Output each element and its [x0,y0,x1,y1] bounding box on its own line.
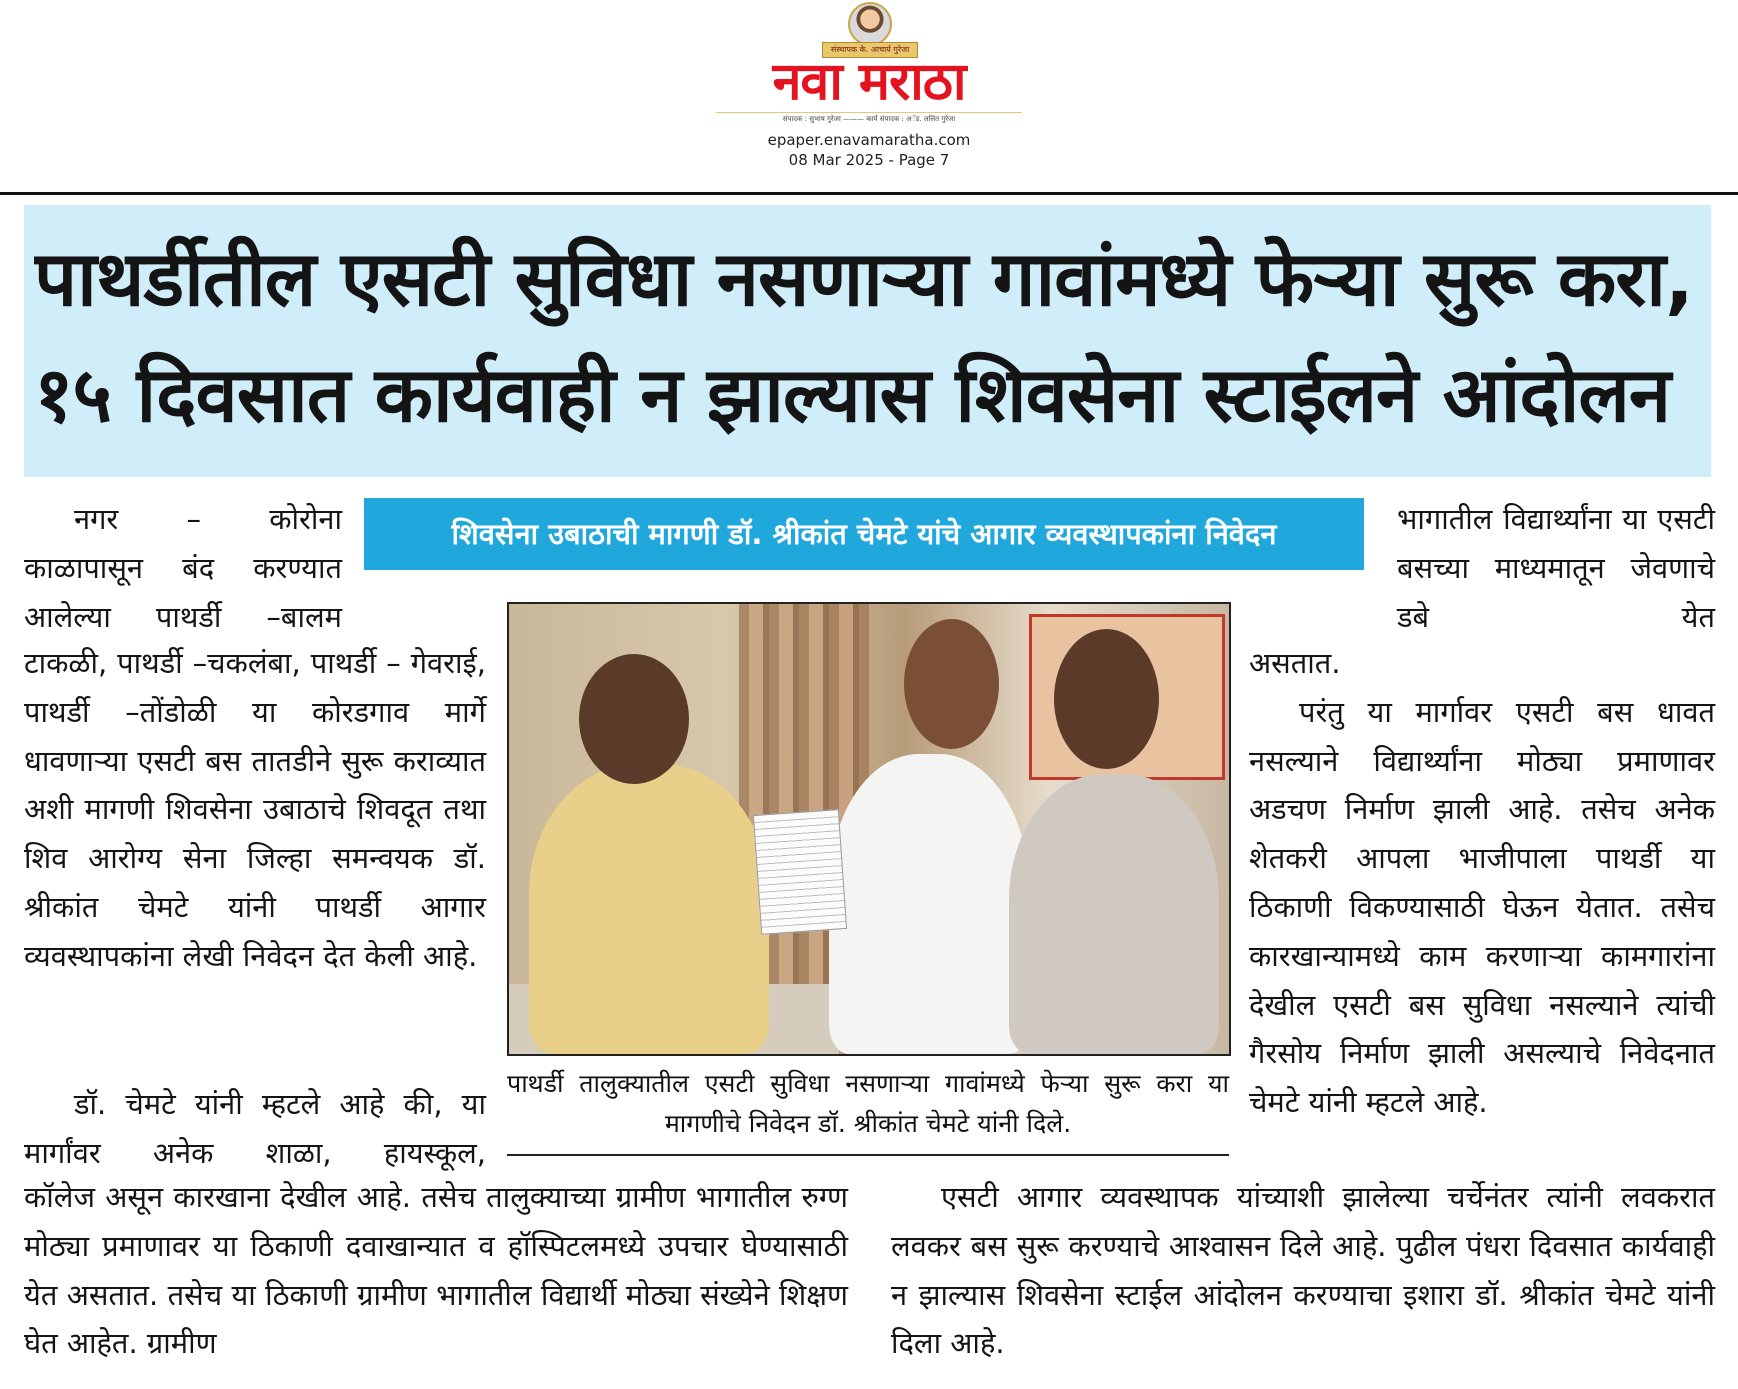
photo-person-right [1009,774,1219,1054]
article-col1-top: नगर – कोरोना काळापासून बंद करण्यात आलेल्या पाथर्डी –बालम [24,502,342,634]
headline-box [24,205,1711,477]
masthead [0,0,1738,190]
subheadline: शिवसेना उबाठाची मागणी डॉ. श्रीकांत चेमटे यांचे आगार व्यवस्थापकांना निवेदन [451,517,1277,551]
article-col1-wide: कॉलेज असून कारखाना देखील आहे. तसेच तालुक्याच्या ग्रामीण भागातील रुग्ण मोठ्या प्रमाणावर या ठिकाणी दवाखान्यात व हॉस्पिटलमध्ये उपचार घेण्यासाठी येत असतात. तसेच या ठिकाणी ग्रामीण भागातील विद्यार्थी मोठ्या संख्येने शिक्षण घेत आहेत. ग्रामीण [24,1180,848,1361]
newspaper-logo: नवा मराठा [772,52,966,112]
article-col3-paragraph2: परंतु या मार्गावर एसटी बस धावत नसल्याने विद्यार्थ्यांना मोठ्या प्रमाणावर अडचण निर्माण झाली आहे. तसेच अनेक शेतकरी आपला भाजीपाला पाथर्डी या ठिकाणी विकण्यासाठी घेऊन येतात. तसेच कारखान्यामध्ये काम करणाऱ्या कामगारांना देखील एसटी बस सुविधा नसल्याने त्यांची गैरसोय निर्माण झाली असल्याचे निवेदनात चेमटे यांनी म्हटले आहे. [1249,694,1715,1120]
masthead-divider [0,192,1738,195]
article-col3-top: भागातील विद्यार्थ्यांना या एसटी बसच्या माध्यमातून जेवणाचे डबे येत [1397,502,1715,634]
edition-date: 08 Mar 2025 - Page 7 [788,151,950,169]
caption-divider [507,1154,1229,1156]
photo-person-middle-head [904,619,999,749]
article-col1-paragraph1: टाकळी, पाथर्डी –चकलंबा, पाथर्डी – गेवराई, पाथर्डी –तोंडोळी या कोरडगाव मार्गे धावणाऱ्या एसटी बस तातडीने सुरू कराव्यात अशी मागणी शिवसेना उबाठाचे शिवदूत तथा शिव आरोग्य सेना जिल्हा समन्वयक डॉ. श्रीकांत चेमटे यांनी पाथर्डी आगार व्यवस्थापकांना लेखी निवेदन देत केली आहे. [24,646,486,973]
news-photo [507,602,1231,1056]
photo-person-middle [829,754,1029,1054]
photo-person-left [529,764,769,1054]
headline-line-2: १५ दिवसात कार्यवाही न झाल्यास शिवसेना स्टाईलने आंदोलन [34,350,1671,439]
headline-line-1: पाथर्डीतील एसटी सुविधा नसणाऱ्या गावांमध्ये फेऱ्या सुरू करा, [34,234,1693,323]
photo-memorandum-paper [753,809,847,935]
photo-person-right-head [1054,629,1159,769]
article-col1-paragraph2: डॉ. चेमटे यांनी म्हटले आहे की, या मार्गांवर अनेक शाळा, हायस्कूल, [24,1087,486,1170]
epaper-url[interactable]: epaper.enavamaratha.com [767,131,971,149]
article-col3-continued [1249,639,1715,1127]
article-col3-wide: एसटी आगार व्यवस्थापक यांच्याशी झालेल्या चर्चेनंतर त्यांनी लवकरात लवकर बस सुरू करण्याचे आश्वासन दिले आहे. पुढील पंधरा दिवसात कार्यवाही न झाल्यास शिवसेना स्टाईल आंदोलन करण्याचा इशारा डॉ. श्रीकांत चेमटे यांनी दिला आहे. [891,1180,1715,1361]
photo-person-left-head [579,654,689,784]
photo-caption: पाथर्डी तालुक्यातील एसटी सुविधा नसणाऱ्या गावांमध्ये फेऱ्या सुरू करा या मागणीचे निवेदन डॉ. श्रीकांत चेमटे यांनी दिले. [507,1069,1229,1138]
logo-editor-strip: संपादक : सुभाष गुरेजा ——— कार्य संपादक : अॅड. ललित गुरेजा [716,112,1022,125]
subheadline-box [364,498,1364,570]
logo-ribbon: संस्थापक के. आचार्य गुरेजा [822,42,918,58]
founder-portrait-icon [848,2,892,46]
article-col3-line: असतात. [1249,646,1341,680]
